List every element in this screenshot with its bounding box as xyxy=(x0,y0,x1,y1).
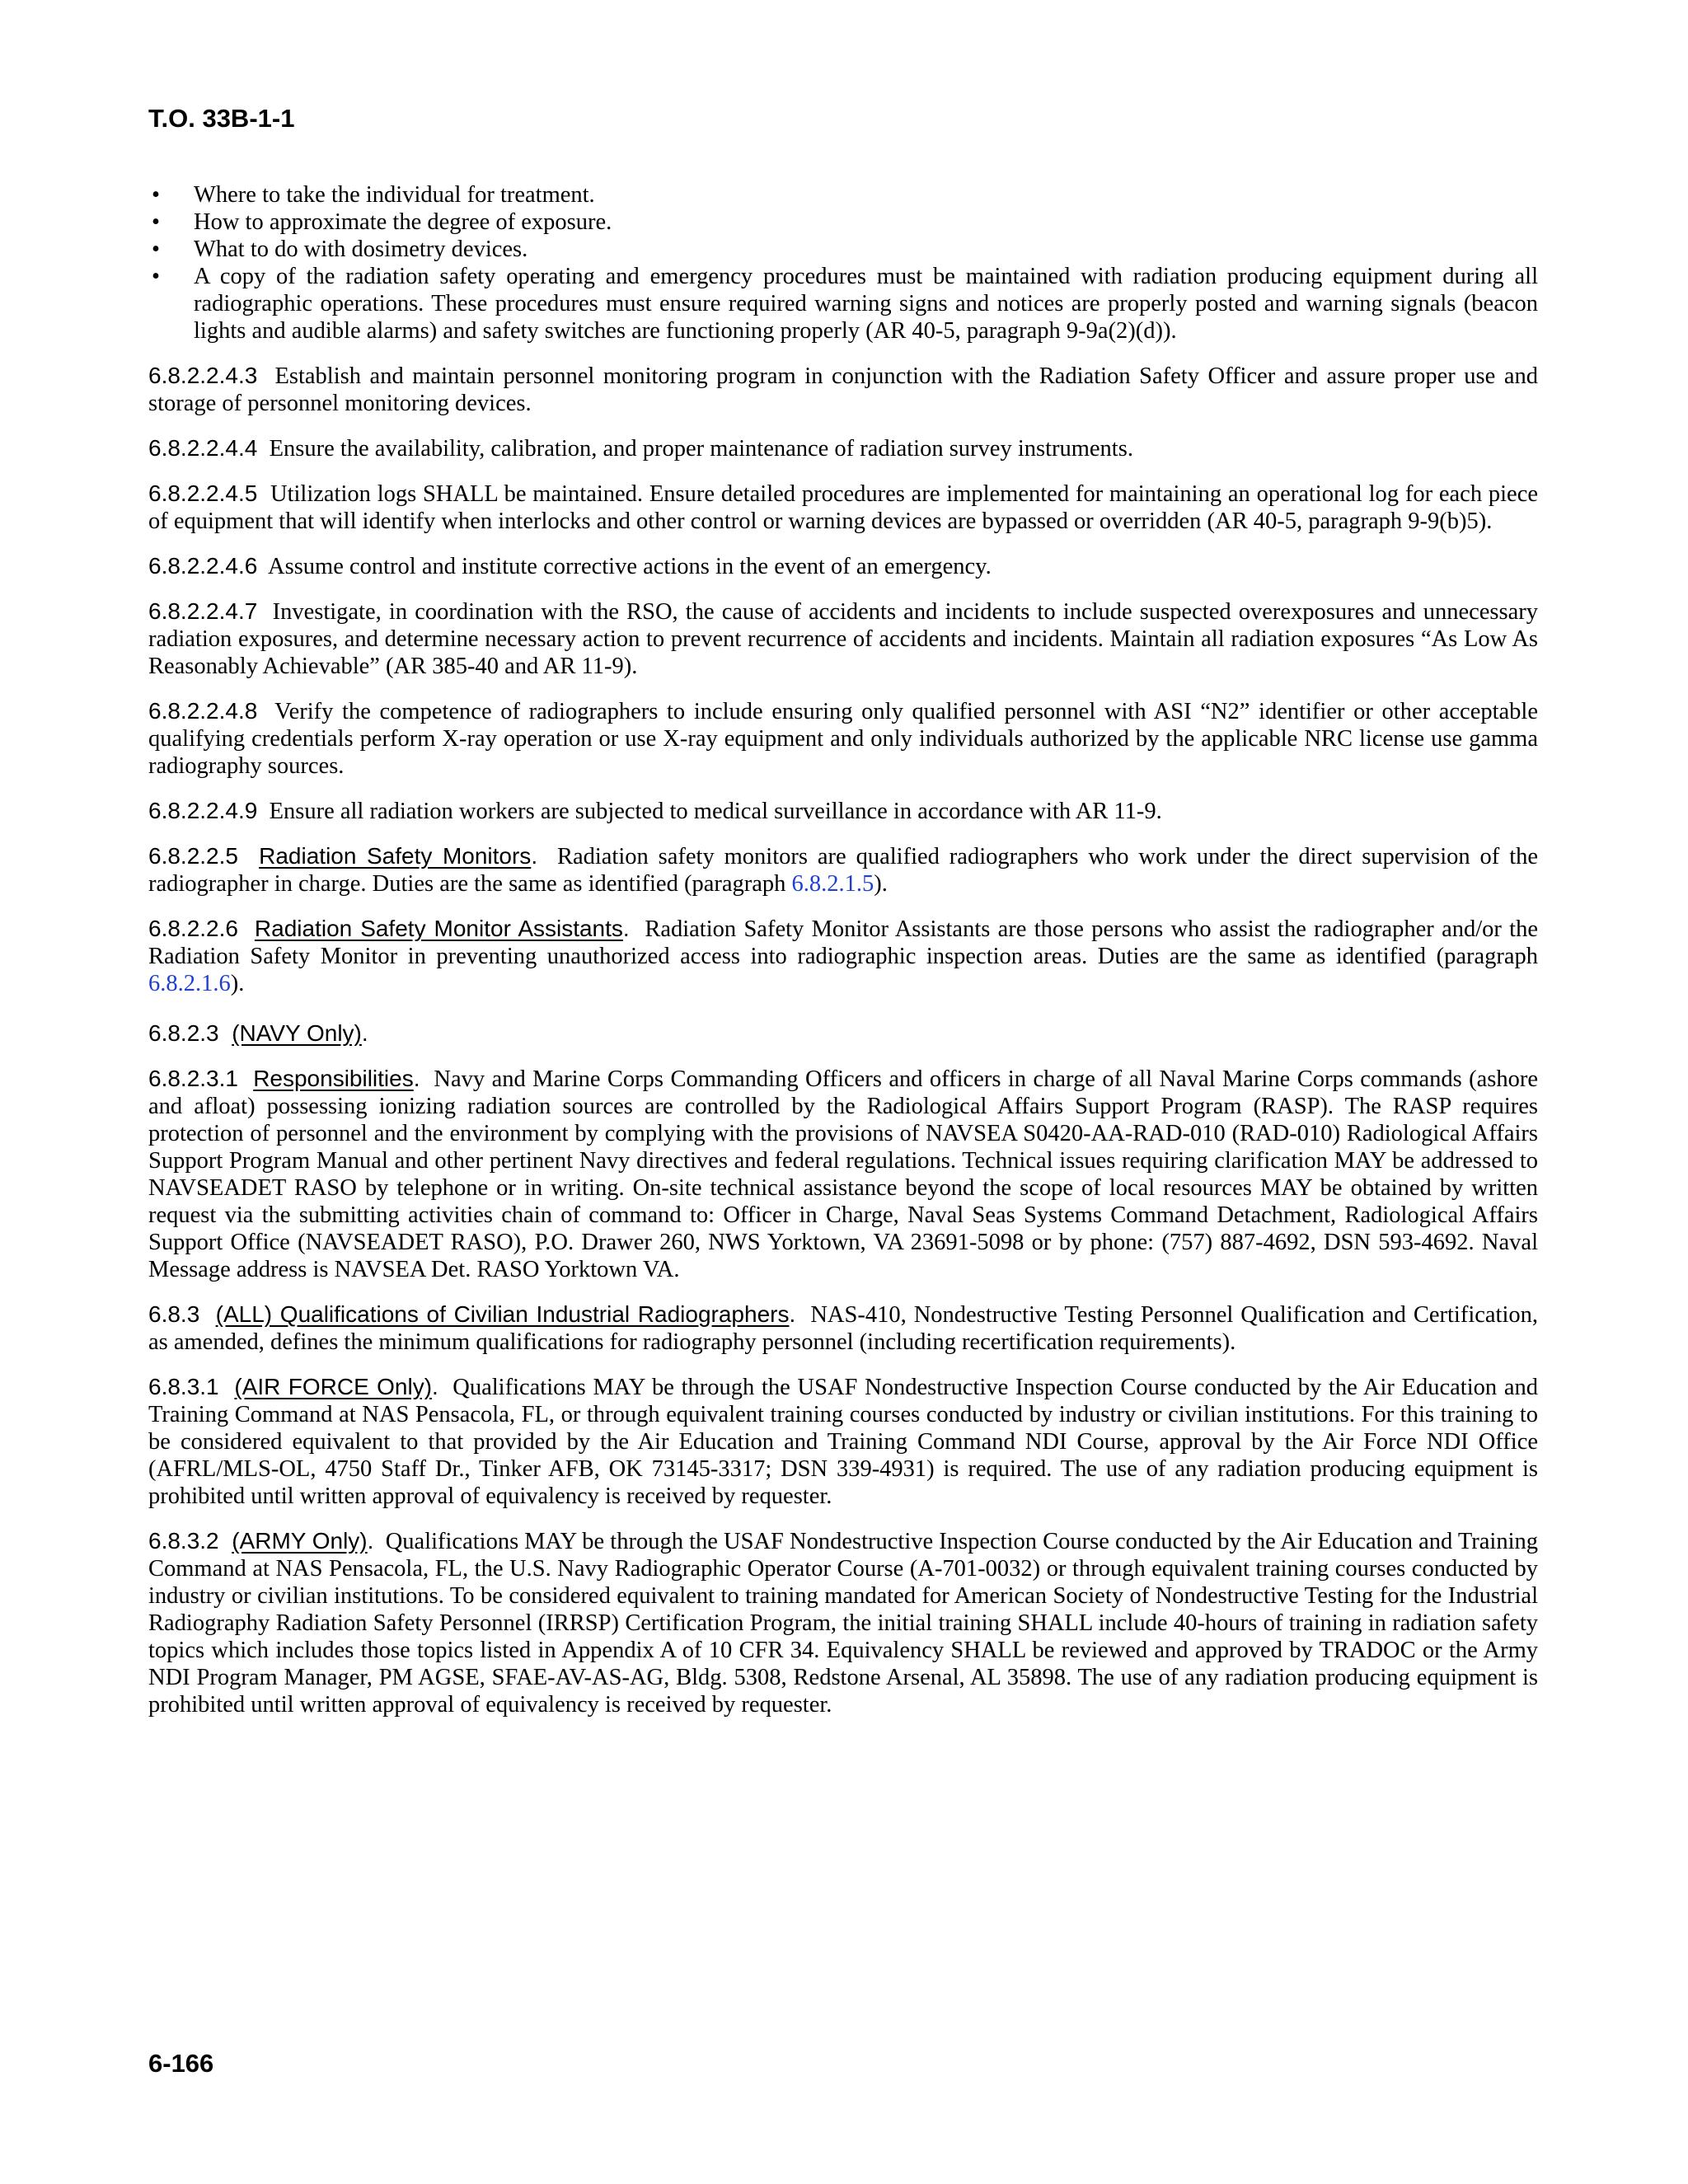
heading-title: (AIR FORCE Only) xyxy=(234,1374,433,1399)
page-content xyxy=(148,181,1538,1736)
paragraph-6-8-2-2-5 xyxy=(148,842,1538,898)
paragraph-6-8-2-2-4-6 xyxy=(148,552,1538,580)
paragraph-number: 6.8.2.2.4.4 xyxy=(148,435,258,461)
paragraph-number: 6.8.2.3.1 xyxy=(148,1066,238,1091)
paragraph-6-8-2-2-6 xyxy=(148,915,1538,997)
paragraph-heading: 6.8.2.2.6 Radiation Safety Monitor Assistants. xyxy=(148,916,630,941)
heading-title: Responsibilities xyxy=(253,1066,414,1091)
paragraph-number: 6.8.2.3 xyxy=(148,1020,219,1046)
document-id-header: T.O. 33B-1-1 xyxy=(148,104,295,133)
paragraph-text: Utilization logs SHALL be maintained. Ensure detailed procedures are implemented for maintaining an operational log for each piece of equipment that will identify when interlocks and other control or warning devices are bypassed or overridden (AR 40-5, paragraph 9-9(b)5). xyxy=(148,481,1539,534)
paragraph-text: Qualifications MAY be through the USAF Nondestructive Inspection Course conducted by the Air Education and Training Command at NAS Pensacola, FL, or through equivalent training courses conducted by industry or civilian institutions. For this training to be considered equivalent to that provided by the Air Education and Training Command NDI Course, approval by the Air Force NDI Office (AFRL/MLS-OL, 4750 Staff Dr., Tinker AFB, OK 73145-3317; DSN 339-4931) is required. The use of any radiation producing equipment is prohibited until written approval of equivalency is received by requester. xyxy=(148,1375,1539,1509)
bullet-item: • A copy of the radiation safety operating and emergency procedures must be maintained with radiation producing equipment during all radiographic operations. These procedures must ensure required warning signs and notices are properly posted and warning signals (beacon lights and audible alarms) and safety switches are functioning properly (AR 40-5, paragraph 9-9a(2)(d)). xyxy=(148,263,1538,344)
paragraph-reference-link[interactable]: 6.8.2.1.6 xyxy=(148,971,231,996)
paragraph-text: Radiation Safety Monitor Assistants are those persons who assist the radiographer and/or the Radiation Safety Monitor in preventing unauthorized access into radiographic inspection areas. Duties are the same as identified (paragraph xyxy=(148,916,1539,969)
paragraph-reference-link[interactable]: 6.8.2.1.5 xyxy=(791,871,874,897)
paragraph-text-end: ). xyxy=(230,971,245,996)
heading-title: Radiation Safety Monitors xyxy=(259,843,532,869)
heading-title: (ARMY Only) xyxy=(232,1528,368,1554)
paragraph-6-8-2-2-4-5 xyxy=(148,480,1538,535)
paragraph-6-8-3-2 xyxy=(148,1527,1538,1718)
paragraph-number: 6.8.3 xyxy=(148,1301,200,1327)
paragraph-6-8-2-3-1 xyxy=(148,1065,1538,1283)
paragraph-heading: 6.8.2.3 (NAVY Only). xyxy=(148,1020,368,1046)
paragraph-number: 6.8.2.2.4.9 xyxy=(148,798,258,823)
bullet-item: • Where to take the individual for treatment. xyxy=(148,181,1538,209)
paragraph-text: NAS-410, Nondestructive Testing Personnel Qualification and Certification, as amended, defines the minimum qualifications for radiography personnel (including recertification requirements). xyxy=(148,1302,1539,1355)
paragraph-heading: 6.8.2.2.5 Radiation Safety Monitors. xyxy=(148,843,538,869)
paragraph-number: 6.8.3.1 xyxy=(148,1374,219,1399)
paragraph-number: 6.8.2.2.5 xyxy=(148,843,238,869)
bullet-list xyxy=(148,181,1538,344)
heading-title: (ALL) Qualifications of Civilian Industrial Radiographers xyxy=(215,1301,790,1327)
paragraph-text: Ensure the availability, calibration, and proper maintenance of radiation survey instruments. xyxy=(269,436,1133,462)
heading-title: Radiation Safety Monitor Assistants xyxy=(254,916,623,941)
paragraph-number: 6.8.2.2.6 xyxy=(148,916,238,941)
paragraph-6-8-2-2-4-7 xyxy=(148,598,1538,680)
paragraph-6-8-3 xyxy=(148,1301,1538,1356)
paragraph-text-end: ). xyxy=(874,871,888,897)
paragraph-6-8-3-1 xyxy=(148,1373,1538,1510)
paragraph-heading: 6.8.3.1 (AIR FORCE Only). xyxy=(148,1374,438,1399)
paragraph-number: 6.8.3.2 xyxy=(148,1528,219,1554)
paragraph-text: Investigate, in coordination with the RSO, the cause of accidents and incidents to include suspected overexposures and unnecessary radiation exposures, and determine necessary action to prevent recurrence of accidents and incidents. Maintain all radiation exposures “As Low As Reasonably Achievable” (AR 385-40 and AR 11-9). xyxy=(148,599,1539,679)
paragraph-6-8-2-2-4-4 xyxy=(148,434,1538,462)
paragraph-text: Navy and Marine Corps Commanding Officers and officers in charge of all Naval Marine Corps commands (ashore and afloat) possessing ionizing radiation sources are controlled by the Radiological Affairs Support Program (RASP). The RASP requires protection of personnel and the environment by complying with the provisions of NAVSEA S0420-AA-RAD-010 (RAD-010) Radiological Affairs Support Program Manual and other pertinent Navy directives and federal regulations. Technical issues requiring clarification MAY be addressed to NAVSEADET RASO by telephone or in writing. On-site technical assistance beyond the scope of local resources MAY be obtained by written request via the submitting activities chain of command to: Officer in Charge, Naval Seas Systems Command Detachment, Radiological Affairs Support Office (NAVSEADET RASO), P.O. Drawer 260, NWS Yorktown, VA 23691-5098 or by phone: (757) 887-4692, DSN 593-4692. Naval Message address is NAVSEA Det. RASO Yorktown VA. xyxy=(148,1066,1539,1282)
paragraph-text: Radiation safety monitors are qualified radiographers who work under the direct supervision of the radiographer in charge. Duties are the same as identified (paragraph xyxy=(148,844,1539,897)
paragraph-heading: 6.8.2.3.1 Responsibilities. xyxy=(148,1066,420,1091)
paragraph-number: 6.8.2.2.4.5 xyxy=(148,480,258,506)
paragraph-heading: 6.8.3.2 (ARMY Only). xyxy=(148,1528,374,1554)
bullet-item: • How to approximate the degree of exposure. xyxy=(148,209,1538,236)
paragraph-text: Establish and maintain personnel monitoring program in conjunction with the Radiation Safety Officer and assure proper use and storage of personnel monitoring devices. xyxy=(148,363,1539,416)
paragraph-number: 6.8.2.2.4.3 xyxy=(148,363,258,388)
paragraph-text: Ensure all radiation workers are subjected to medical surveillance in accordance with AR 11-9. xyxy=(269,799,1162,824)
paragraph-6-8-2-3 xyxy=(148,1019,1538,1047)
paragraph-6-8-2-2-4-3 xyxy=(148,362,1538,417)
bullet-item: • What to do with dosimetry devices. xyxy=(148,236,1538,263)
paragraph-heading: 6.8.3 (ALL) Qualifications of Civilian Industrial Radiographers. xyxy=(148,1301,796,1327)
paragraph-text: Assume control and institute corrective actions in the event of an emergency. xyxy=(268,554,992,579)
paragraph-6-8-2-2-4-8 xyxy=(148,697,1538,780)
page-number-footer: 6-166 xyxy=(148,2049,214,2078)
paragraph-number: 6.8.2.2.4.8 xyxy=(148,698,258,724)
paragraph-number: 6.8.2.2.4.6 xyxy=(148,553,258,579)
paragraph-text: Qualifications MAY be through the USAF Nondestructive Inspection Course conducted by the Air Education and Training Command at NAS Pensacola, FL, the U.S. Navy Radiographic Operator Course (A-701-0032) or through equivalent training courses conducted by industry or civilian institutions. To be considered equivalent to training mandated for American Society of Nondestructive Testing for the Industrial Radiography Radiation Safety Personnel (IRRSP) Certification Program, the initial training SHALL include 40-hours of training in radiation safety topics which includes those topics listed in Appendix A of 10 CFR 34. Equivalency SHALL be reviewed and approved by TRADOC or the Army NDI Program Manager, PM AGSE, SFAE-AV-AS-AG, Bldg. 5308, Redstone Arsenal, AL 35898. The use of any radiation producing equipment is prohibited until written approval of equivalency is received by requester. xyxy=(148,1529,1539,1718)
heading-title: (NAVY Only) xyxy=(232,1020,362,1046)
paragraph-number: 6.8.2.2.4.7 xyxy=(148,598,258,624)
paragraph-text: Verify the competence of radiographers to include ensuring only qualified personnel with ASI “N2” identifier or other acceptable qualifying credentials perform X-ray operation or use X-ray equipment and only individuals authorized by the applicable NRC license use gamma radiography sources. xyxy=(148,699,1538,779)
paragraph-6-8-2-2-4-9 xyxy=(148,797,1538,825)
